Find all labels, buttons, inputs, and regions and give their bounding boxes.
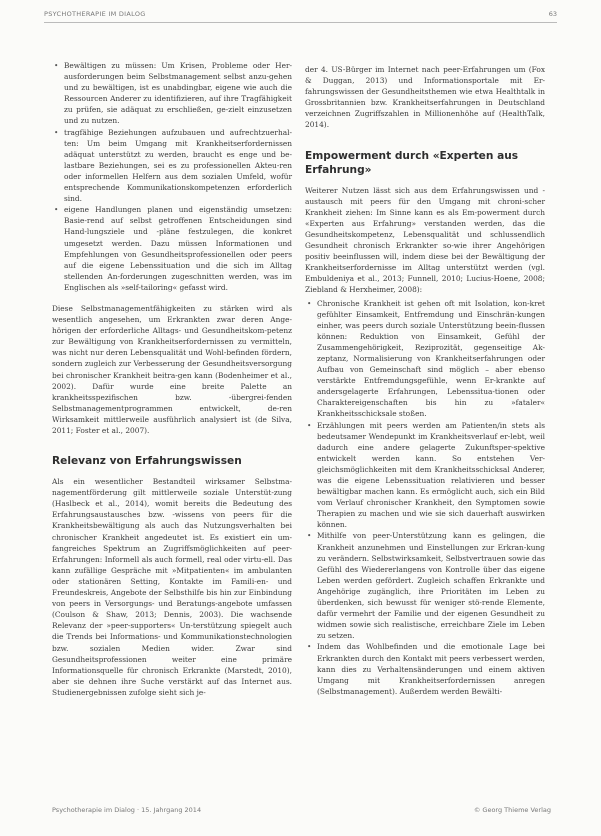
section-heading: Empowerment durch «Experten aus Erfahrung» <box>305 149 519 176</box>
footer-publisher: © Georg Thieme Verlag <box>473 806 551 814</box>
running-title: PSYCHOTHERAPIE IM DIALOG <box>44 10 146 18</box>
right-bullet-list <box>305 298 545 697</box>
list-item: • Erzählungen mit peers werden am Patienten/in stets als bedeutsamer Wendepunkt im Krankheitsverlauf er-lebt, weil dadurch eine andere gelagerte Zukunftsper-spektive entwickelt werden kann. So entstehen Ver-gleichsmöglichkeiten mit dem Krankheitsschicksal Anderer, was die eigene Lebenssituation relativieren und besser bewältigbar machen kann. Es ermöglicht auch, sich ein Bild vom Verlauf chronischer Krankheit, den Symptomen sowie Therapien zu machen und wie sie sich dauerhaft auswirken können. <box>305 420 545 531</box>
left-column <box>52 60 292 700</box>
left-bullet-list <box>52 60 292 293</box>
page-number: 63 <box>548 10 557 18</box>
body-paragraph: Als ein wesentlicher Bestandteil wirksamer Selbstma-nagementförderung gilt mittlerweile soziale Unterstüt-zung (Haslbeck et al., 2014), womit bereits die Bedeutung des Erfahrungsaustausches bzw. -wissens von peers für die Krankheitsbewältigung als auch das Nutzungsverhalten bei chronischer Krankheit angedeutet ist. Es existiert ein um-fangreiches Spektrum an Zugriffsmöglichkeiten auf peer-Erfahrungen: Informell als auch formell, real oder virtu-ell. Das kann zufällige Gespräche mit »Mitpatienten« im ambulanten oder stationären Setting, Kontakte im Famili-en- und Freundeskreis, Angebote der Selbsthilfe bis hin zur Einbindung von peers in Versorgungs- und Beratungs-angebote umfassen (Coulson & Shaw, 2013; Dennis, 2003). Die wachsende Relevanz der »peer-supporters« Un-terstützung spiegelt auch die Trends bei Informations- und Kommunikationstechnologien bzw. sozialen Medien wider. Zwar sind Gesundheitsprofessionen weiter eine primäre Informationsquelle für chronisch Erkrankte (Marstedt, 2010), aber sie dehnen ihre Suche verstärkt auf das Internet aus. Studienergebnissen zufolge sieht sich je- <box>52 477 292 697</box>
list-item: • Chronische Krankheit ist gehen oft mit Isolation, kon-kret gefühlter Einsamkeit, Entfremdung und Einschrän-kungen einher, was peers durch soziale Unterstützung beein-flussen können: Reduktion von Einsamkeit, Gefühl der Zusammengehörigkeit, Reziprozität, gegenseitige Ak-zeptanz, Normalisierung von Krankheitserfahrungen oder Aufbau von Gemeinschaft sind möglich – aber ebenso verstärkte Entfremdungsgefühle, wenn Er-krankte auf andersgelagerte Erfahrungen, Lebenssitua-tionen oder Charaktereigenschaften bis hin zu »fataler« Krankheitsschicksale stoßen. <box>305 298 545 420</box>
body-paragraph: der 4. US-Bürger im Internet nach peer-Erfahrungen um (Fox & Duggan, 2013) und Informationsportale mit Er-fahrungswissen der Gesundheitsthemen wie etwa Healthtalk in Grossbritannien bzw. Krankheitserfahrungen in Deutschland verzeichnen Zugriffszahlen in Millionenhöhe auf (HealthTalk, 2014). <box>305 65 545 130</box>
running-header <box>44 8 557 23</box>
list-item: • Bewältigen zu müssen: Um Krisen, Probleme oder Her-ausforderungen beim Selbstmanagement selbst anzu-gehen und zu bewältigen, ist es unabdingbar, eigene wie auch die Ressourcen Anderer zu identifizieren, auf ihre Tragfähigkeit zu prüfen, sie adäquat zu erschließen, ge-zielt einzusetzen und zu nutzen. <box>52 60 292 127</box>
body-paragraph: Weiterer Nutzen lässt sich aus dem Erfahrungswissen und -austausch mit peers für den Umgang mit chroni-scher Krankheit ziehen: Im Sinne kann es als Em-powerment durch «Experten aus Erfahrung» verstanden werden, das die Gesundheitskompetenz, Lebensqualität und schlussendlich Gesundheit chronisch Erkrankter so-wie ihrer Angehörigen positiv beeinflussen will, indem diese bei der Bewältigung der Krankheitserfordernisse im Alltag unterstützt werden (vgl. Embuldeniya et al., 2013; Funnell, 2010; Lucius-Hoene, 2008; Ziebland & Herxheimer, 2008): <box>305 185 545 295</box>
list-item: • Indem das Wohlbefinden und die emotionale Lage bei Erkrankten durch den Kontakt mit peers verbessert werden, kann dies zu Verhaltensänderungen und einem aktiven Umgang mit Krankheitserfordernissen anregen (Selbstmanagement). Außerdem werden Bewälti- <box>305 641 545 696</box>
list-item: • eigene Handlungen planen und eigenständig umsetzen: Basie-rend auf selbst getroffenen Entscheidungen sind Hand-lungsziele und -pläne festzulegen, die konkret umgesetzt werden. Dazu müssen Informationen und Empfehlungen von Gesundheitsprofessionellen oder peers auf die eigene Lebenssituation und die sich im Alltag stellenden An-forderungen zugeschnitten werden, was im Englischen als »self-tailoring« gefasst wird. <box>52 204 292 293</box>
footer-journal: Psychotherapie im Dialog · 15. Jahrgang 2014 <box>52 806 202 814</box>
section-heading: Relevanz von Erfahrungswissen <box>52 455 242 468</box>
page-footer <box>52 806 551 816</box>
list-item: • tragfähige Beziehungen aufzubauen und aufrechtzuerhal-ten: Um beim Umgang mit Krankheitserfordernissen adäquat unterstützt zu werden, braucht es enge und be-lastbare Beziehungen, sei es zu professionellen Akteu-ren oder informellen Helfern aus dem sozialen Umfeld, wofür entsprechende Kommunikationskompetenzen erforderlich sind. <box>52 127 292 205</box>
list-item: • Mithilfe von peer-Unterstützung kann es gelingen, die Krankheit anzunehmen und Einstellungen zur Erkran-kung zu verändern. Selbstwirksamkeit, Selbstvertrauen sowie das Gefühl des Wiedererlangens von Kontrolle über das eigene Leben werden gefördert. Zugleich schaffen Erkrankte und Angehörige zugänglich, ihre Prioritäten im Leben zu überdenken, sich bewusst für weniger stö-rende Elemente, dafür vermehrt der Familie und der eigenen Gesundheit zu widmen sowie sich realistische, erreichbare Ziele im Leben zu setzen. <box>305 530 545 641</box>
right-column <box>305 64 545 697</box>
body-paragraph: Diese Selbstmanagementfähigkeiten zu stärken wird als wesentlich angesehen, um Erkrankten zwar deren Ange-hörigen der erforderliche Alltags- und Gesundheitskom-petenz zur Bewältigung von Krankheitserfordernissen zu vermitteln, was nicht nur deren Lebensqualität und Wohl-befinden fördern, sondern zugleich zur Verbesserung der Gesundheitsversorgung bei chronischer Krankheit beitra-gen kann (Bodenheimer et al., 2002). Dafür wurde eine breite Palette an krankheitsspezifischen bzw. -übergrei-fenden Selbstmanagementprogrammen entwickelt, de-ren Wirksamkeit mittlerweile ausführlich analysiert ist (de Silva, 2011; Foster et al., 2007). <box>52 303 292 435</box>
